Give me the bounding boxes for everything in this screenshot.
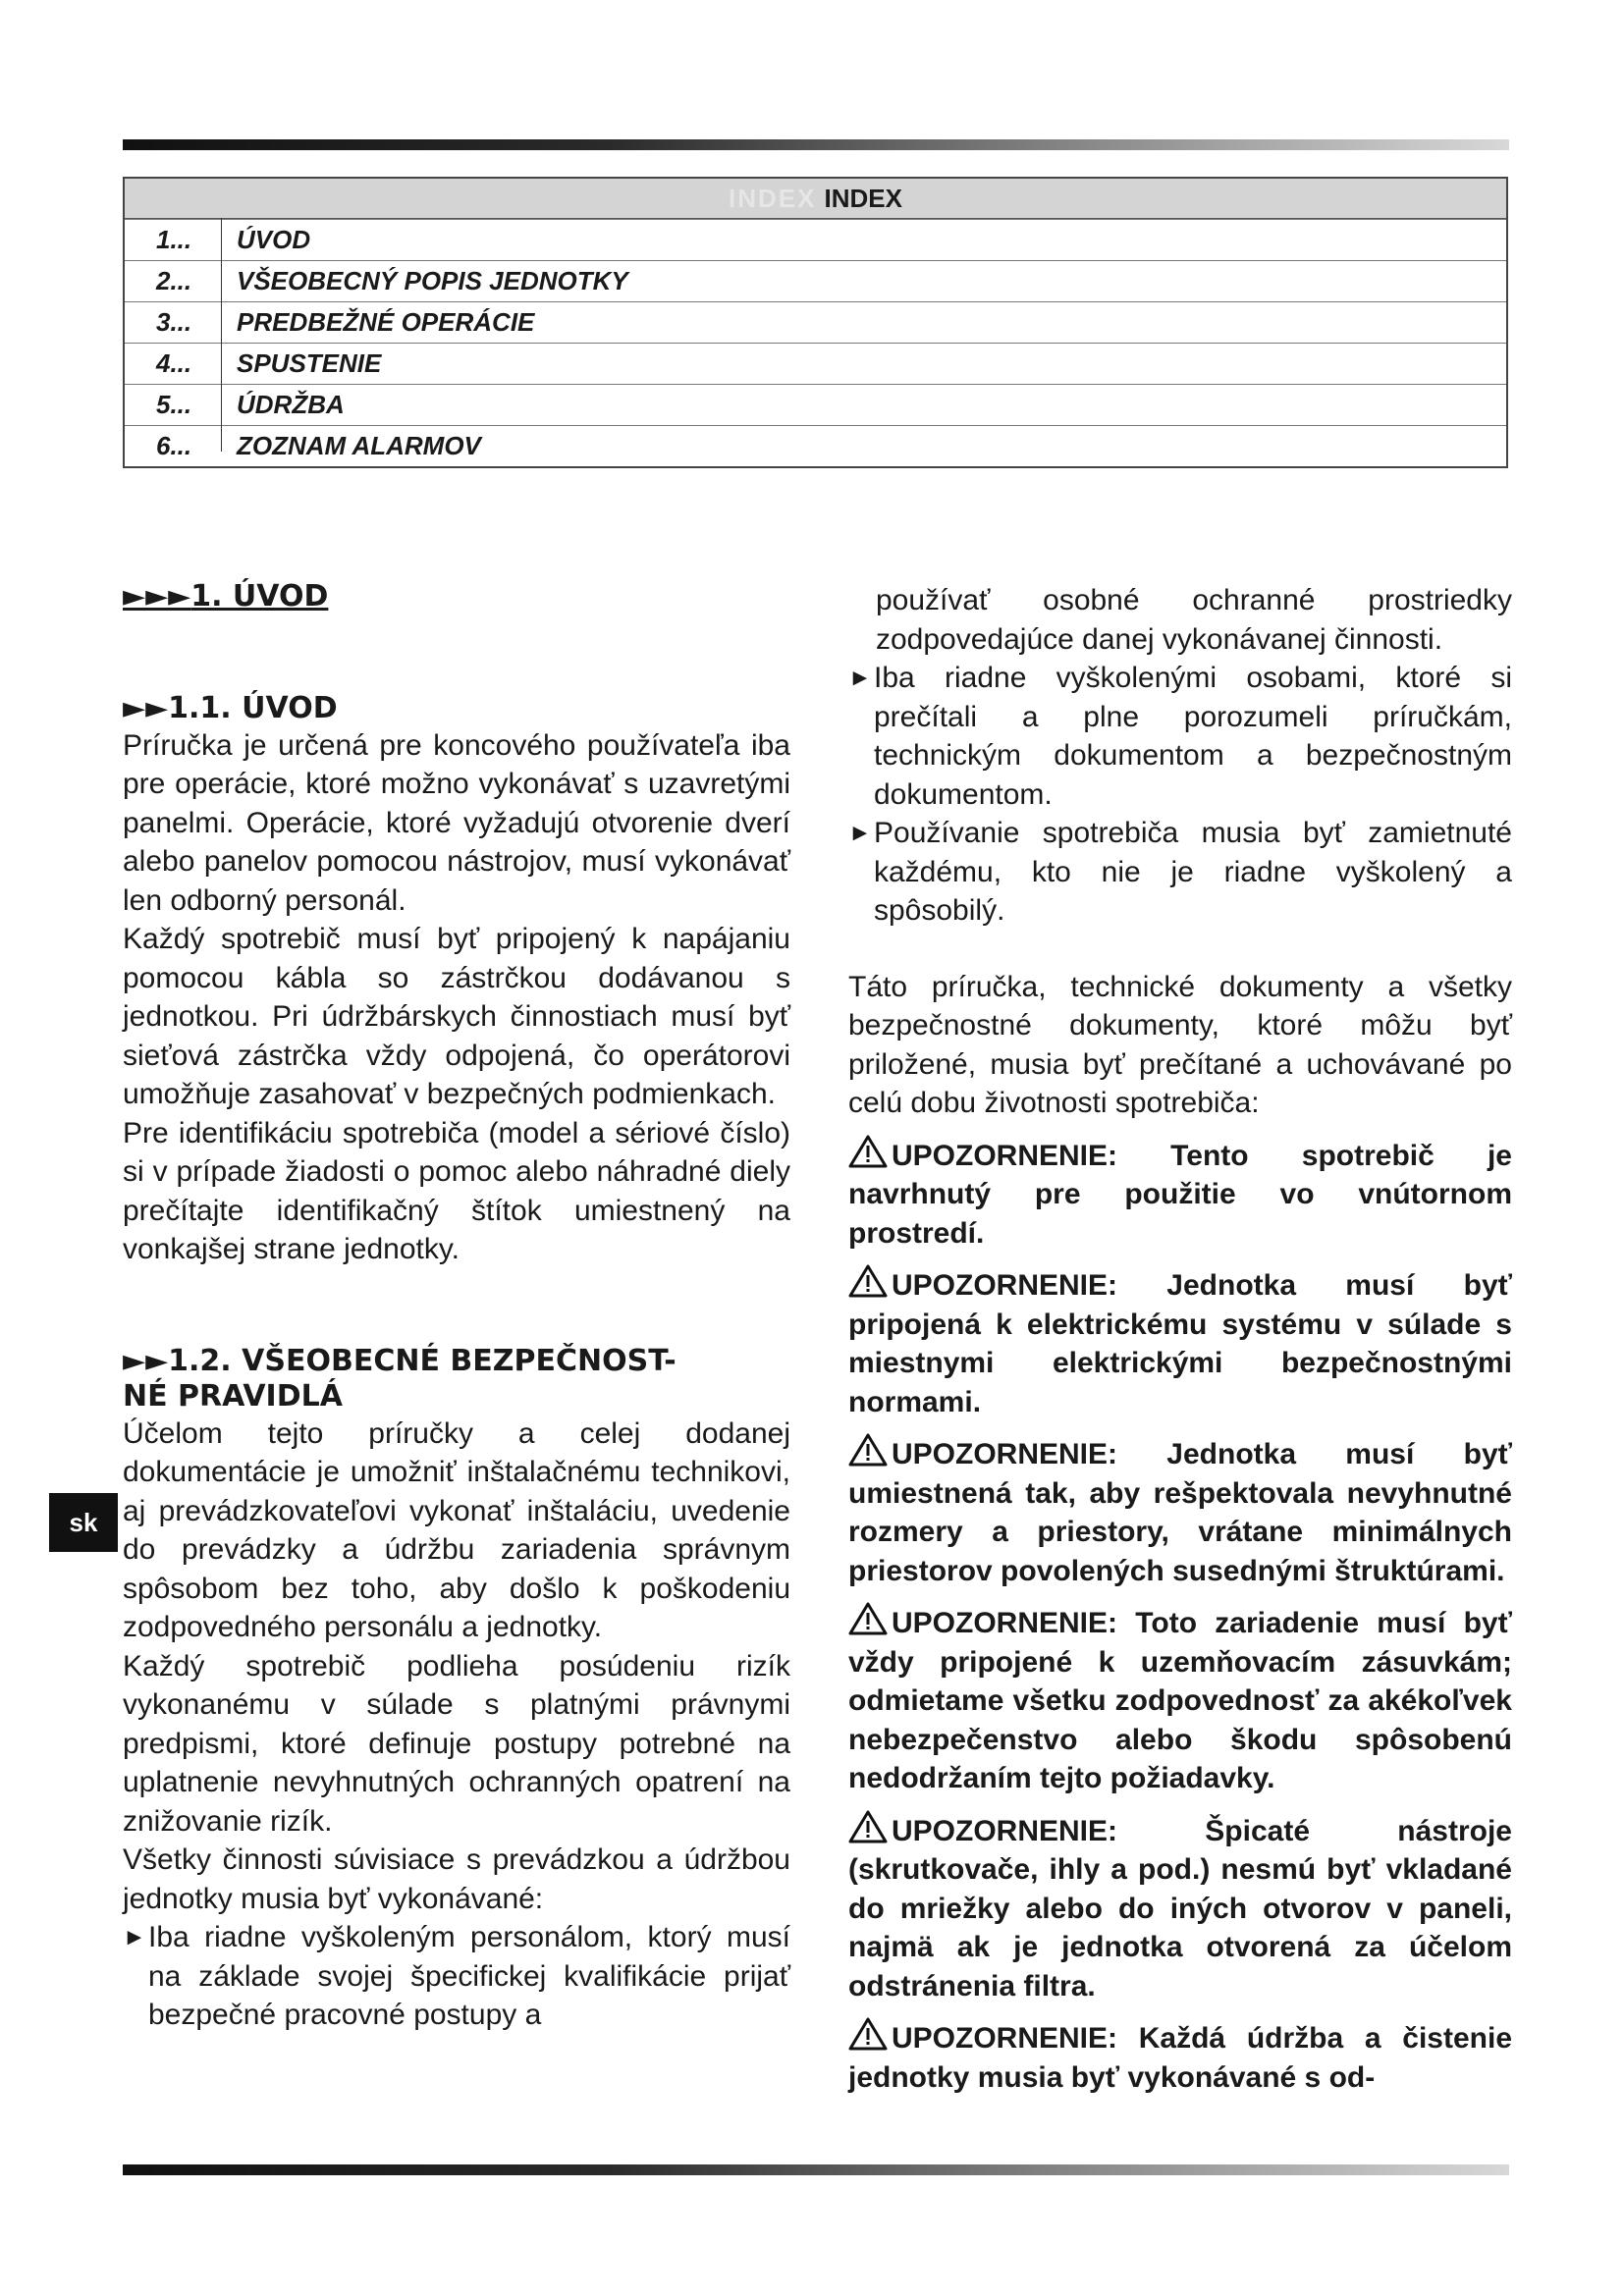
index-row-number: 2...: [156, 266, 192, 295]
warning: [848, 2017, 1512, 2097]
index-row-number: 5...: [156, 390, 192, 419]
warning-text: UPOZORNENIE: Jednotka musí byť pripojená k elektrickému systému v súlade s miestnymi elektrickými bezpečnostnými normami.: [848, 1269, 1512, 1418]
index-row[interactable]: [125, 384, 1506, 425]
warning-text: UPOZORNENIE: Jednotka musí byť umiestnená tak, aby rešpektovala nevyhnutné rozmery a priestory, vrátane minimálnych priestorov povolených susednými štruktúrami.: [848, 1438, 1512, 1587]
warning: [848, 1135, 1512, 1254]
warning-text: UPOZORNENIE: Toto zariadenie musí byť vždy pripojené k uzemňovacím zásuvkám; odmietame všetku zodpovednosť za akékoľvek nebezpečenstvo alebo škodu spôsobenú nedodržaním tejto požiadavky.: [848, 1607, 1512, 1794]
index-row[interactable]: [125, 301, 1506, 343]
index-row-title: PREDBEŽNÉ OPERÁCIE: [237, 307, 535, 337]
index-row[interactable]: [125, 219, 1506, 260]
language-tab: sk: [49, 1493, 118, 1552]
bullet-text: Používanie spotrebiča musia byť zamietnuté každému, kto nie je riadne vyškolený a spôsobilý.: [874, 817, 1512, 927]
warning-triangle-icon: [848, 2017, 888, 2051]
warning: [848, 1264, 1512, 1421]
paragraph: Účelom tejto príručky a celej dodanej dokumentácie je umožniť inštalačnému technikovi, aj prevádzkovateľovi vykonať inštaláciu, uvedenie do prevádzky a údržbu zariadenia správnym spôsobom bez toho, aby došlo k poškodeniu zodpovedného personálu a jednotky.: [123, 1416, 790, 1643]
index-row-number: 6...: [156, 431, 192, 460]
index-header: [125, 179, 1506, 219]
warning-triangle-icon: [848, 1433, 888, 1467]
warning: [848, 1602, 1512, 1798]
paragraph: Príručka je určená pre koncového používateľa iba pre operácie, ktoré možno vykonávať s uzavretými panelmi. Operácie, ktoré vyžadujú otvorenie dverí alebo panelov pomocou nástrojov, musí vykonávať len odborný personál.: [123, 728, 790, 917]
bullet-text: Iba riadne vyškoleným personálom, ktorý musí na základe svojej špecifickej kvalifikácie prijať bezpečné pracovné postupy a: [148, 1921, 790, 2031]
right-column: [848, 581, 1512, 2097]
index-row-title: SPUSTENIE: [237, 348, 382, 378]
section-heading-1[interactable]: [123, 577, 790, 616]
heading-arrows: ►►: [123, 690, 169, 725]
heading-arrows: ►►: [123, 1343, 169, 1378]
index-row[interactable]: [125, 343, 1506, 384]
section-heading-1-1: [123, 691, 790, 726]
top-gradient-rule: [123, 139, 1509, 150]
index-row[interactable]: [125, 425, 1506, 466]
index-row[interactable]: [125, 260, 1506, 301]
index-column-divider: [221, 218, 222, 452]
index-row-title: VŠEOBECNÝ POPIS JEDNOTKY: [237, 266, 628, 295]
bottom-gradient-rule: [123, 2164, 1509, 2175]
warning-triangle-icon: [848, 1602, 888, 1635]
index-row-number: 3...: [156, 307, 192, 337]
bullet-item: [123, 1918, 790, 2035]
index-row-title: ÚDRŽBA: [237, 390, 345, 419]
index-title: INDEX: [824, 184, 902, 213]
index-row-title: ÚVOD: [237, 225, 311, 254]
bullet-text: Iba riadne vyškolenými osobami, ktoré si prečítali a plne porozumeli príručkám, technickým dokumentom a bezpečnostným dokumentom.: [874, 662, 1512, 811]
paragraph: Táto príručka, technické dokumenty a všetky bezpečnostné dokumenty, ktoré môžu byť priložené, musia byť prečítané a uchovávané po celú dobu životnosti spotrebiča:: [848, 970, 1512, 1119]
warning-triangle-icon: [848, 1264, 888, 1298]
index-row-title: ZOZNAM ALARMOV: [237, 431, 481, 460]
section-heading-1-2: [123, 1344, 790, 1415]
bullet-arrow-icon: ►: [123, 1924, 146, 1950]
warning: [848, 1810, 1512, 2006]
index-row-number: 4...: [156, 348, 192, 378]
warning-triangle-icon: [848, 1135, 888, 1168]
bullet-item: [848, 659, 1512, 814]
paragraph: Každý spotrebič podlieha posúdeniu rizík vykonanému v súlade s platnými právnymi predpismi, ktoré definuje postupy potrebné na uplatnenie nevyhnutných ochranných opatrení na znižovanie rizík.: [123, 1649, 790, 1838]
warning-text: UPOZORNENIE: Každá údržba a čistenie jednotky musia byť vykonávané s od-: [848, 2022, 1512, 2094]
index-row-number: 1...: [156, 225, 192, 254]
left-column: [123, 577, 790, 2035]
bullet-item: [848, 814, 1512, 931]
bullet-arrow-icon: ►: [848, 820, 872, 846]
heading-text-line1: 1.2. VŠEOBECNÉ BEZPEČNOST-: [168, 1343, 677, 1378]
heading-text: 1.1. ÚVOD: [168, 690, 338, 725]
heading-arrows: ►►►: [123, 579, 191, 614]
warning-text: UPOZORNENIE: Špicaté nástroje (skrutkovače, ihly a pod.) nesmú byť vkladané do mriežky alebo do iných otvorov v paneli, najmä ak je jednotka otvorená za účelom odstránenia filtra.: [848, 1814, 1512, 2002]
warning: [848, 1433, 1512, 1590]
paragraph: Pre identifikáciu spotrebiča (model a sériové číslo) si v prípade žiadosti o pomoc alebo náhradné diely prečítajte identifikačný štítok umiestnený na vonkajšej strane jednotky.: [123, 1116, 790, 1265]
warning-text: UPOZORNENIE: Tento spotrebič je navrhnutý pre použitie vo vnútornom prostredí.: [848, 1139, 1512, 1250]
index-table: [123, 177, 1508, 468]
heading-text-line2: NÉ PRAVIDLÁ: [123, 1378, 343, 1414]
bullet-arrow-icon: ►: [848, 665, 872, 691]
paragraph: Každý spotrebič musí byť pripojený k napájaniu pomocou kábla so zástrčkou dodávanou s jednotkou. Pri údržbárskych činnostiach musí byť sieťová zástrčka vždy odpojená, čo operátorovi umožňuje zasahovať v bezpečných podmienkach.: [123, 923, 790, 1110]
index-ghost-label: INDEX: [729, 184, 817, 213]
heading-text: 1. ÚVOD: [190, 579, 329, 614]
paragraph: Všetky činnosti súvisiace s prevádzkou a údržbou jednotky musia byť vykonávané:: [123, 1843, 790, 1915]
paragraph-continuation: používať osobné ochranné prostriedky zodpovedajúce danej vykonávanej činnosti.: [876, 584, 1512, 656]
warning-triangle-icon: [848, 1810, 888, 1843]
